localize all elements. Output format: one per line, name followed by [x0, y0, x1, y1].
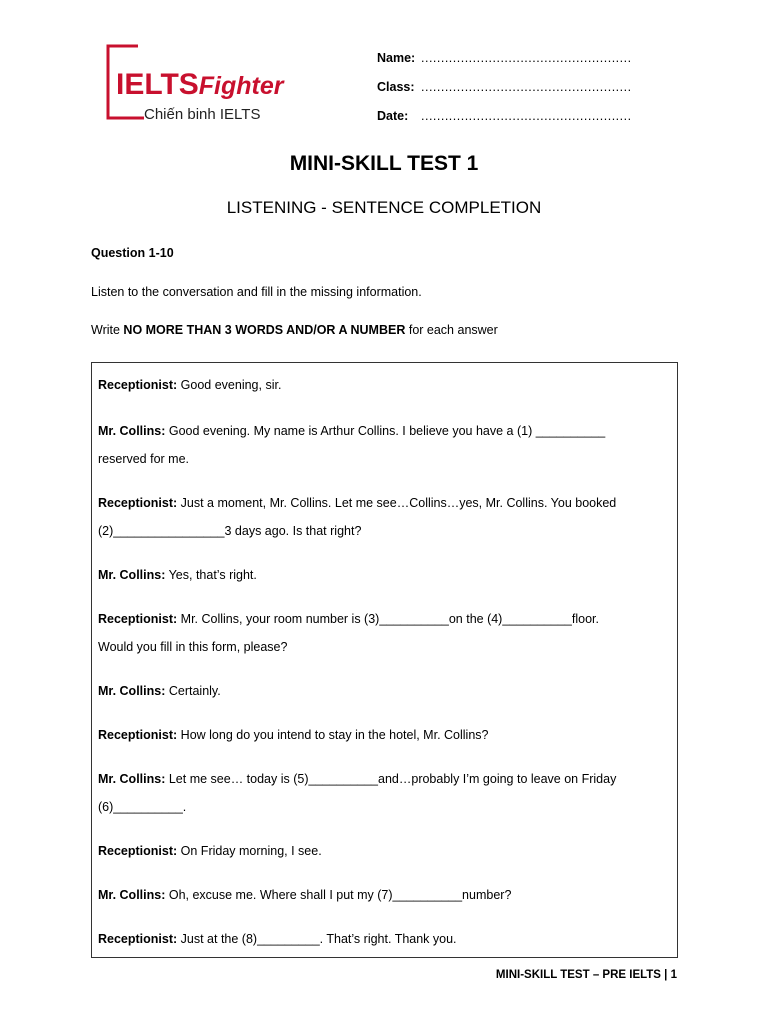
dialogue-line	[98, 728, 488, 742]
logo-tagline: Chiến binh IELTS	[144, 106, 261, 123]
instruction-listen: Listen to the conversation and fill in the missing information.	[91, 285, 422, 299]
utterance: (6)__________.	[98, 800, 187, 814]
speaker: Receptionist:	[98, 378, 178, 392]
class-field[interactable]	[377, 73, 632, 102]
dialogue-line	[98, 452, 189, 466]
dialogue-box	[91, 362, 678, 958]
utterance: (2)________________3 days ago. Is that right?	[98, 524, 362, 538]
name-blank: .....................................................	[421, 51, 632, 65]
utterance: Yes, that’s right.	[165, 568, 257, 582]
utterance: Just at the (8)_________. That’s right. Thank you.	[177, 932, 457, 946]
dialogue-line	[98, 800, 186, 814]
date-label: Date:	[377, 109, 409, 123]
name-label: Name:	[377, 51, 416, 65]
dialogue-line	[98, 424, 605, 438]
utterance: Mr. Collins, your room number is (3)__________on the (4)__________floor.	[177, 612, 599, 626]
utterance: Good evening, sir.	[177, 378, 282, 392]
speaker: Receptionist:	[98, 932, 178, 946]
speaker: Receptionist:	[98, 496, 178, 510]
dialogue-line	[98, 844, 322, 858]
question-heading: Question 1-10	[91, 246, 174, 260]
utterance: Oh, excuse me. Where shall I put my (7)__________number?	[165, 888, 512, 902]
instruction-bold: NO MORE THAN 3 WORDS AND/OR A NUMBER	[123, 323, 406, 337]
instruction-prefix: Write	[91, 323, 124, 337]
dialogue-line	[98, 524, 361, 538]
instruction-word-limit	[91, 323, 498, 337]
utterance: Certainly.	[165, 684, 221, 698]
dialogue-line	[98, 888, 511, 902]
dialogue-line	[98, 932, 457, 946]
speaker: Mr. Collins:	[98, 772, 166, 786]
ielts-fighter-logo	[104, 44, 294, 129]
dialogue-line	[98, 640, 287, 654]
page-title: MINI-SKILL TEST 1	[289, 152, 479, 175]
class-blank: .....................................................	[421, 80, 632, 94]
speaker: Mr. Collins:	[98, 888, 166, 902]
instruction-suffix: for each answer	[405, 323, 498, 337]
speaker: Receptionist:	[98, 728, 178, 742]
dialogue-line	[98, 496, 616, 510]
utterance: On Friday morning, I see.	[177, 844, 322, 858]
speaker: Mr. Collins:	[98, 568, 166, 582]
class-label: Class:	[377, 80, 415, 94]
utterance: How long do you intend to stay in the hotel, Mr. Collins?	[177, 728, 489, 742]
dialogue-line	[98, 568, 257, 582]
utterance: Would you fill in this form, please?	[98, 640, 288, 654]
utterance: Good evening. My name is Arthur Collins. I believe you have a (1) __________	[165, 424, 606, 438]
name-field[interactable]	[377, 44, 632, 73]
student-info-fields	[377, 44, 632, 131]
utterance: Let me see… today is (5)__________and…probably I’m going to leave on Friday	[165, 772, 617, 786]
speaker: Mr. Collins:	[98, 684, 166, 698]
dialogue-line	[98, 378, 281, 392]
utterance: reserved for me.	[98, 452, 190, 466]
speaker: Receptionist:	[98, 844, 178, 858]
dialogue-line	[98, 684, 221, 698]
page-footer: MINI-SKILL TEST – PRE IELTS | 1	[495, 969, 677, 981]
logo-brand-accent: Fighter	[198, 72, 284, 100]
date-blank: .....................................................	[421, 109, 632, 123]
dialogue-line	[98, 612, 599, 626]
dialogue-line	[98, 772, 616, 786]
speaker: Receptionist:	[98, 612, 178, 626]
logo-brand-main: IELTS	[116, 68, 199, 101]
page-subtitle: LISTENING - SENTENCE COMPLETION	[226, 198, 542, 217]
speaker: Mr. Collins:	[98, 424, 166, 438]
utterance: Just a moment, Mr. Collins. Let me see…Collins…yes, Mr. Collins. You booked	[177, 496, 617, 510]
date-field[interactable]	[377, 102, 632, 131]
